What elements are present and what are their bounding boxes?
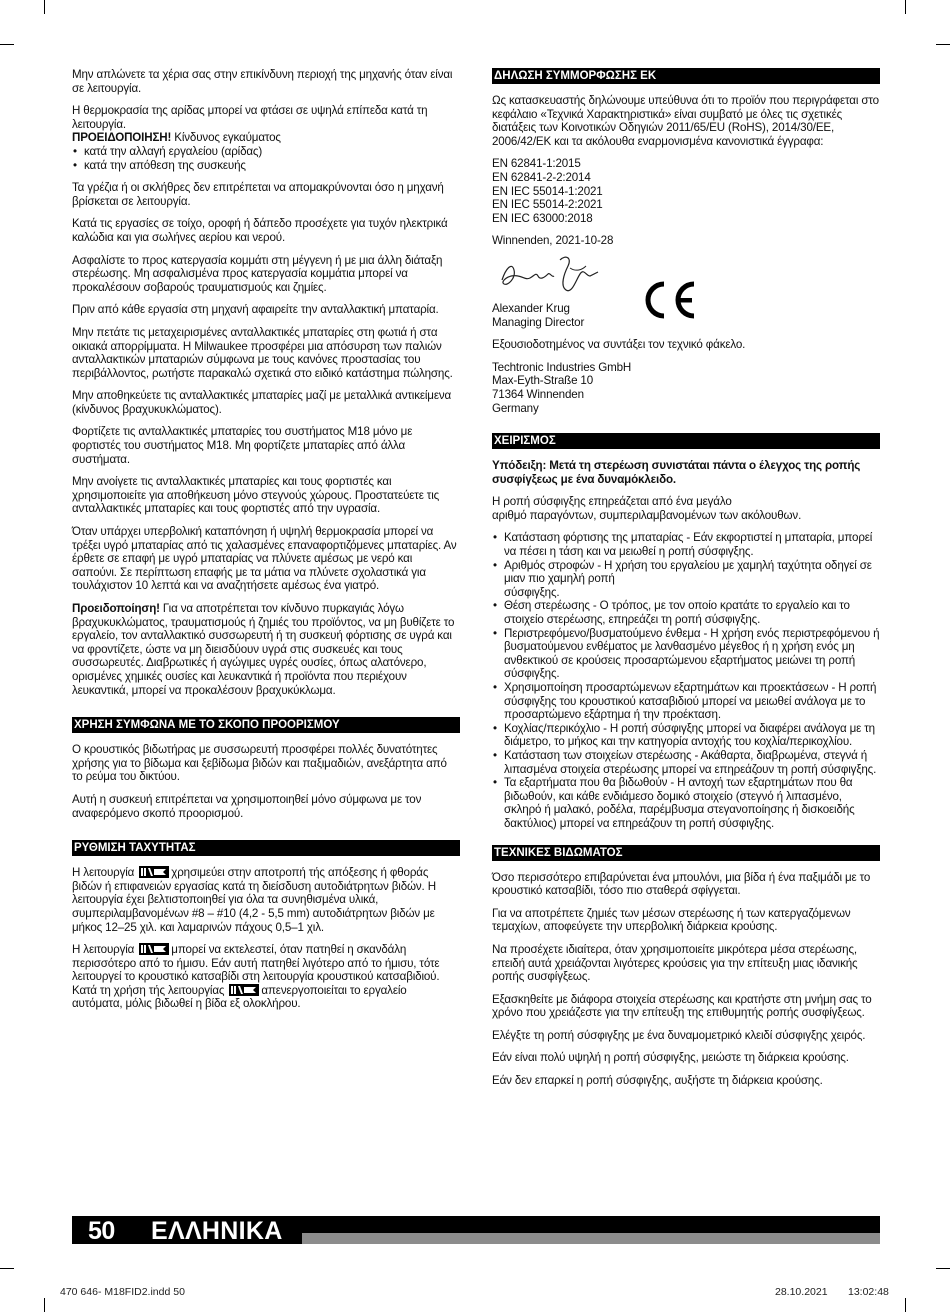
burn-warning [72,131,460,145]
safety-paragraph: Όταν υπάρχει υπερβολική καταπόνηση ή υψηλή θερμοκρασία μπορεί να τρέξει υγρό μπαταρίας από τις χαλασμένες επαναφορτιζόμενες μπαταρίες. Αν έρθετε σε επαφή με υγρό μπαταρίας να πλύνετε αμέσως με νερό και σαπούνι. Σε περίπτωση επαφής με τα μάτια να πλύνετε σχολαστικά για τουλάχιστον 10 λεπτά και να αναζητήσετε αμέσως ένα γιατρό. [72,525,457,593]
technique-paragraph: Να προσέχετε ιδιαίτερα, όταν χρησιμοποιείτε μικρότερα μέσα στερέωσης, επειδή αυτά χρειάζονται λιγότερες κρούσεις για την επίτευξη μιας ιδανικής ροπής συσφίγξεως. [492,942,858,984]
operation-intro [492,495,880,522]
slug-date: 28.10.2021 [775,1286,828,1298]
list-item-text: σύσφιγξης. [504,585,560,599]
speed-paragraph [72,866,460,934]
torque-factors-list [492,531,880,830]
operation-hint [492,459,880,486]
right-column [492,68,880,1097]
address-line: 71364 Winnenden [492,387,584,401]
standard-item: EN IEC 63000:2018 [492,211,593,225]
section-heading-screwing-techniques: ΤΕΧΝΙΚΕΣ ΒΙΔΩΜΑΤΟΣ [492,845,880,861]
technique-paragraph: Για να αποτρέπετε ζημιές των μέσων στερέωσης ή των κατεργαζόμενων τεμαχίων, αποφεύγετε την υπερβολική διάρκεια κρούσης. [492,906,851,934]
slug-time: 13:02:48 [848,1286,889,1298]
speed-text: Η λειτουργία [72,866,135,880]
speed-text: χρησιμεύει στην αποτροπή τής απόξεσης ή φθοράς βιδών ή επιφανειών εργασίας κατά τη διείσδυση αυτοδιάτρητων βιδών. Η λειτουργία έχει βελτιστοποιηθεί για όλα τα συνηθισμένα υλικά, συμπεριλαμβανομένων #8 – #10 (4,2 - 5,5 mm) αυτοδιάτρητων βιδών με μήκος 12–25 χιλ. και λαμαρινών πάχους 0,5–1 χιλ. [72,866,436,934]
crop-mark [936,1268,950,1269]
section-heading-intended-use: ΧΡΗΣΗ ΣΥΜΦΩΝΑ ΜΕ ΤΟ ΣΚΟΠΟ ΠΡΟΟΡΙΣΜΟΥ [72,717,460,733]
speed-text: Η λειτουργία [72,943,135,957]
warning-list [72,145,460,172]
standard-item: EN IEC 55014-1:2021 [492,184,603,198]
standard-item: EN 62841-2-2:2014 [492,170,591,184]
speed-paragraph [72,943,460,1011]
address-line: Germany [492,401,539,415]
signer-title: Managing Director [492,315,585,329]
safety-paragraph: Τα γρέζια ή οι σκλήθρες δεν επιτρέπεται να απομακρύνονται όσο η μηχανή βρίσκεται σε λειτουργία. [72,181,444,208]
list-item: • Κατάσταση των στοιχείων στερέωσης - Ακάθαρτα, διαβρωμένα, στεγνά ή λιπασμένα στοιχεία στερέωσης μπορεί να επηρεάζουν τη ροπή σύσφιγξης. [492,749,880,776]
safety-paragraph: Ασφαλίστε το προς κατεργασία κομμάτι στη μέγγενη ή με μια άλλη διάταξη στερέωσης. Μη ασφαλισμένα προς κατεργασία κομμάτια μπορεί να προκαλέσουν σοβαρούς τραυματισμούς και ζημίες. [72,253,443,294]
list-item: • κατά την αλλαγή εργαλείου (αρίδας) [72,145,460,159]
crop-mark [44,0,45,14]
technique-paragraph: Εάν είναι πολύ υψηλή η ροπή σύσφιγξης, μειώστε τη διάρκεια κρούσης. [492,1051,849,1065]
list-item: • Κοχλίας/περικόχλιο - Η ροπή σύσφιγξης μπορεί να διαφέρει ανάλογα με τη διάμετρο, το μήκος και την κατηγορία αντοχής του κοχλία/περικοχλίου. [492,722,880,749]
list-item: • κατά την απόθεση της συσκευής [72,159,460,173]
safety-paragraph: Μην ανοίγετε τις ανταλλακτικές μπαταρίες και τους φορτιστές και χρησιμοποιείτε για αποθήκευση μόνο στεγνούς χώρους. Προστατεύετε τις ανταλλακτικές μπαταρίες και τους φορτιστές από την υγρασία. [72,475,440,516]
safety-paragraph: Κατά τις εργασίες σε τοίχο, οροφή ή δάπεδο προσέχετε για τυχόν ηλεκτρικά καλώδια και για σωλήνες αερίου και νερού. [72,217,448,244]
place-date: Winnenden, 2021-10-28 [492,234,614,248]
safety-paragraph: Μην πετάτε τις μεταχειρισμένες ανταλλακτικές μπαταρίες στη φωτιά ή στα οικιακά απορρίμματα. Η Milwaukee προσφέρει μια απόσυρση των παλιών ανταλλακτικών μπαταριών σύμφωνα με τους κανόνες προστασίας του περιβάλλοντος, ρωτήστε παρακαλώ σχετικά στο ειδικό κατάστημα πώλησης. [72,325,453,380]
use-paragraph: Αυτή η συσκευή επιτρέπεται να χρησιμοποιηθεί μόνο σύμφωνα με τον αναφερόμενο σκοπό προορισμού. [72,792,422,820]
warning-text: Για να αποτρέπεται τον κίνδυνο πυρκαγιάς λόγω βραχυκυκλώματος, τραυματισμούς ή ζημιές του προϊόντος, να μη βυθίζετε το εργαλείο, τον ανταλλακτικό συσσωρευτή ή τη συσκευή φόρτισης σε υγρά και να φροντίζετε, ώστε να μη διεισδύουν υγρά στις συσκευές και τους συσσωρευτές. Διαβρωτικές ή αγώγιμες υγρές ουσίες, όπως αλατόνερο, ορισμένες χημικές ουσίες και λευκαντικά ή προϊόντα που περιέχουν λευκαντικά, μπορεί να προκαλέσουν βραχυκύκλωμα. [72,602,455,697]
crop-mark [905,1298,906,1312]
crop-mark [936,44,950,45]
self-tapping-mode-icon [229,984,259,996]
standard-item: EN IEC 55014-2:2021 [492,198,603,212]
list-item: • Χρησιμοποίηση προσαρτώμενων εξαρτημάτων και προεκτάσεων - Η ροπή σύσφιγξης του κρουστικού κατσαβιδιού μπορεί να μειωθεί ανάλογα με το προσαρτώμενο εξάρτημα ή την προέκταση. [492,681,880,722]
speed-text: απενεργοποιείται το εργαλείο αυτόματα, μόλις βιδωθεί η βίδα εξ ολοκλήρου. [72,983,407,1011]
warning-label: ΠΡΟΕΙΔΟΠΟΙΗΣΗ! [72,131,172,145]
crop-mark [44,1298,45,1312]
safety-paragraph: Η θερμοκρασία της αρίδας μπορεί να φτάσει σε υψηλά επίπεδα κατά τη λειτουργία. [72,104,428,131]
standards-list [492,157,880,225]
section-heading-operation: ΧΕΙΡΙΣΜΟΣ [492,433,880,449]
address-line: Max-Eyth-Straße 10 [492,374,594,388]
safety-paragraph: Μην αποθηκεύετε τις ανταλλακτικές μπαταρίες μαζί με μεταλλικά αντικείμενα (κίνδυνος βραχυκυκλώματος). [72,389,452,416]
list-item-text: Αριθμός στροφών - Η χρήση του εργαλείου με χαμηλή ταχύτητα οδηγεί σε μιαν πιο χαμηλή ροπή [504,558,872,586]
signer-name: Alexander Krug [492,301,570,315]
list-item: • Τα εξαρτήματα που θα βιδωθούν - Η αντοχή των εξαρτημάτων που θα βιδωθούν, και κάθε ενδιάμεσο δομικό στοιχείο (στεγνό ή λιπασμένο, σκληρό ή μαλακό, ροδέλα, παρέμβυσμα στεγανοποίησης ή δισκοειδής δακτύλιος) μπορεί να επηρεάζουν τη ροπή σύσφιγξης. [492,776,880,830]
list-item [492,559,880,600]
left-column [72,68,460,1020]
section-heading-ec-declaration: ΔΗΛΩΣΗ ΣΥΜΜΟΡΦΩΣΗΣ ΕΚ [492,68,880,84]
crop-mark [0,44,14,45]
file-slug: 470 646- M18FID2.indd 50 [60,1286,185,1298]
page-number: 50 [88,1217,115,1245]
use-paragraph: Ο κρουστικός βιδωτήρας με συσσωρευτή προσφέρει πολλές δυνατότητες χρήσης για το βίδωμα και ξεβίδωμα βιδών και παξιμαδιών, ανεξάρτητα από το ρεύμα του δικτύου. [72,743,447,784]
warning-label: Προειδοποίηση! [72,602,160,615]
ce-mark-icon [640,280,698,320]
signer-block [492,302,880,329]
hint-text: Υπόδειξη: Μετά τη στερέωση συνιστάται πάντα ο έλεγχος της ροπής συσφίγξεως με ένα δυναμόκλειδο. [492,459,861,486]
self-tapping-mode-icon [139,866,169,878]
technique-paragraph: Όσο περισσότερο επιβαρύνεται ένα μπουλόνι, μια βίδα ή ένα παξιμάδι με το κρουστικό κατσαβίδι, τόσο πιο σταθερά σφίγγεται. [492,870,871,898]
technique-paragraph: Εξασκηθείτε με διάφορα στοιχεία στερέωσης και κρατήστε στη μνήμη σας το χρόνο που χρειάζεστε για την επίτευξη της επιθυμητής ροπής συσφίγξεως. [492,992,872,1020]
technique-paragraph: Εάν δεν επαρκεί η ροπή σύσφιγξης, αυξήστε τη διάρκεια κρούσης. [492,1074,823,1088]
declaration-paragraph: Ως κατασκευαστής δηλώνουμε υπεύθυνα ότι το προϊόν που περιγράφεται στο κεφάλαιο «Τεχνικά Χαρακτηριστικά» είναι συμβατό με όλες τις σχετικές διατάξεις των Κοινοτικών Οδηγιών 2011/65/EU (RoHS), 2014/30/EE, 2006/42/EK και τα ακόλουθα εναρμονισμένα κανονιστικά έγγραφα: [492,94,879,148]
safety-paragraph: Πριν από κάθε εργασία στη μηχανή αφαιρείτε την ανταλλακτική μπαταρία. [72,303,439,317]
safety-paragraph: Φορτίζετε τις ανταλλακτικές μπαταρίες του συστήματος M18 μόνο με φορτιστές του συστήματος M18. Μη φορτίζετε μπαταρίες από άλλα συστήματα. [72,425,413,466]
list-item: • Θέση στερέωσης - Ο τρόπος, με τον οποίο κρατάτε το εργαλείο και το στοιχείο στερέωσης, επηρεάζει τη ροπή σύσφιγξης. [492,599,880,626]
self-tapping-mode-icon [139,943,169,955]
language-label: ΕΛΛΗΝΙΚΑ [151,1217,283,1245]
safety-paragraph [72,602,460,697]
company-address [492,361,880,415]
warning-text: Κίνδυνος εγκαύματος [171,131,281,145]
speed-text: μπορεί να εκτελεστεί, όταν πατηθεί η σκανδάλη περισσότερο από το ήμισυ. Εάν αυτή πατηθεί λιγότερο από το ήμισυ, τότε λειτουργεί το κρουστικό κατσαβίδι στη λειτουργία κρουστικού κατσαβιδιού. Κατά τη χρήση τής λειτουργίας [72,943,440,997]
section-heading-speed-setting: ΡΥΘΜΙΣΗ ΤΑΧΥΤΗΤΑΣ [72,840,460,856]
technique-paragraph: Ελέγξτε τη ροπή σύσφιγξης με ένα δυναμομετρικό κλειδί σύσφιγξης χειρός. [492,1028,866,1042]
authorized-text: Εξουσιοδοτημένος να συντάξει τον τεχνικό φάκελο. [492,338,746,352]
address-line: Techtronic Industries GmbH [492,360,632,374]
list-item: • Κατάσταση φόρτισης της μπαταρίας - Εάν εκφορτιστεί η μπαταρία, μπορεί να πέσει η τάση και να μειωθεί η ροπή σύσφιγξης. [492,531,880,558]
safety-paragraph: Μην απλώνετε τα χέρια σας στην επικίνδυνη περιοχή της μηχανής όταν είναι σε λειτουργία. [72,68,453,95]
crop-mark [905,0,906,14]
signature-image [496,250,606,298]
intro-line: Η ροπή σύσφιγξης επηρεάζεται από ένα μεγάλο [492,495,732,509]
footer-gray-strip [302,1233,880,1244]
crop-mark [0,1268,14,1269]
standard-item: EN 62841-1:2015 [492,157,581,171]
intro-line: αριθμό παραγόντων, συμπεριλαμβανομένων των ακόλουθων. [492,508,802,522]
list-item: • Περιστρεφόμενο/βυσματούμενο ένθεμα - Η χρήση ενός περιστρεφόμενου ή βυσματούμενου ενθέματος με λανθασμένο μέγεθος ή η χρήση ενός μη ανθεκτικού σε κρούσεις προσαρτώμενου εξαρτήματος μειώνει τη ροπή σύσφιγξης. [492,627,880,681]
